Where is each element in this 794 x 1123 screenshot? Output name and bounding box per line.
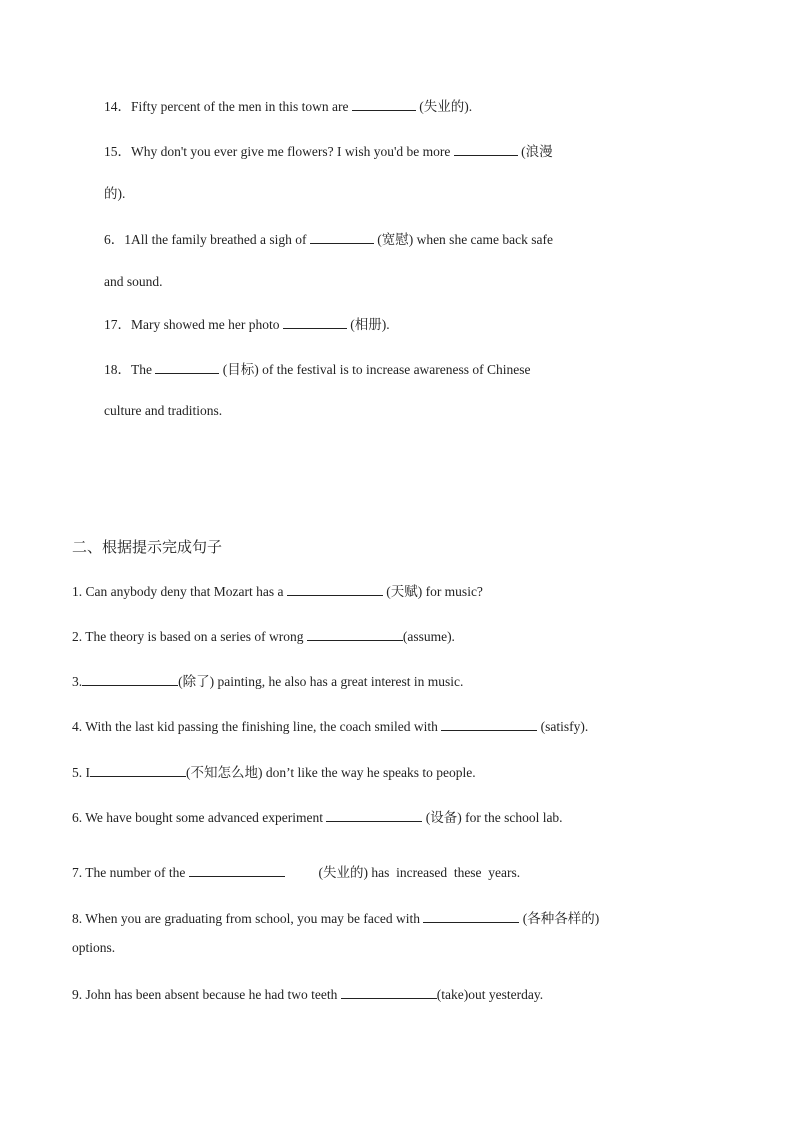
answer-blank[interactable] (287, 581, 383, 596)
answer-blank[interactable] (283, 314, 347, 329)
answer-blank[interactable] (82, 671, 178, 686)
sentence-1: 1. Can anybody deny that Mozart has a (天赋) for music? (72, 581, 483, 601)
sentence-8: 8. When you are graduating from school, you may be faced with (各种各样的) (72, 908, 599, 928)
answer-blank[interactable] (307, 626, 403, 641)
question-17: 17．Mary showed me her photo (相册). (104, 314, 390, 334)
sentence-7: 7. The number of the (失业的) has increased these years. (72, 862, 520, 882)
question-16: 6．1All the family breathed a sigh of (宽慰) when she came back safe (104, 229, 553, 249)
answer-blank[interactable] (326, 807, 422, 822)
question-16-continued: and sound. (104, 274, 163, 289)
section-title: 二、根据提示完成句子 (72, 538, 223, 556)
answer-blank[interactable] (441, 716, 537, 731)
question-15: 15．Why don't you ever give me flowers? I wish you'd be more (浪漫 (104, 141, 553, 161)
answer-blank[interactable] (90, 762, 186, 777)
question-18: 18．The (目标) of the festival is to increase awareness of Chinese (104, 359, 531, 379)
sentence-2: 2. The theory is based on a series of wrong (assume). (72, 626, 455, 646)
question-15-continued: 的). (104, 186, 126, 201)
answer-blank[interactable] (352, 96, 416, 111)
question-18-continued: culture and traditions. (104, 403, 223, 418)
question-14: 14．Fifty percent of the men in this town are (失业的). (104, 96, 472, 116)
answer-blank[interactable] (189, 862, 285, 877)
sentence-4: 4. With the last kid passing the finishing line, the coach smiled with (satisfy). (72, 716, 588, 736)
sentence-9: 9. John has been absent because he had two teeth (take)out yesterday. (72, 984, 543, 1004)
sentence-3: 3. (除了) painting, he also has a great interest in music. (72, 671, 463, 691)
answer-blank[interactable] (423, 908, 519, 923)
answer-blank[interactable] (454, 141, 518, 156)
sentence-5: 5. I (不知怎么地) don’t like the way he speaks to people. (72, 762, 476, 782)
answer-blank[interactable] (155, 359, 219, 374)
answer-blank[interactable] (341, 984, 437, 999)
answer-blank[interactable] (310, 229, 374, 244)
sentence-8-continued: options. (72, 940, 116, 955)
sentence-6: 6. We have bought some advanced experiment (设备) for the school lab. (72, 807, 563, 827)
